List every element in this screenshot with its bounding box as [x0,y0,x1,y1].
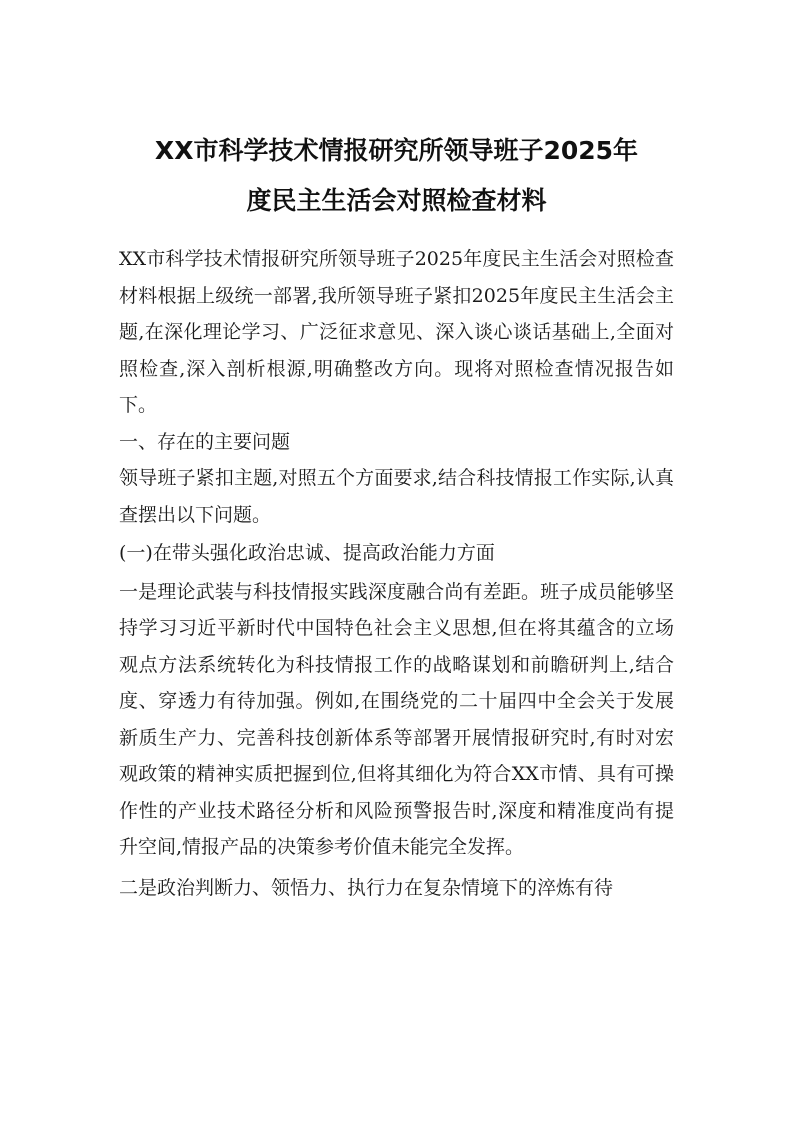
section-intro-paragraph: 领导班子紧扣主题,对照五个方面要求,结合科技情报工作实际,认真查摆出以下问题。 [119,467,674,526]
problem-two-paragraph: 二是政治判断力、领悟力、执行力在复杂情境下的淬炼有待 [119,876,614,899]
document-title [100,126,693,226]
problem-one-paragraph: 一是理论武装与科技情报实践深度融合尚有差距。班子成员能够坚持学习习近平新时代中国特色社会主义思想,但在将其蕴含的立场观点方法系统转化为科技情报工作的战略谋划和前瞻研判上,结合度、穿透力有待加强。例如,在围绕党的二十届四中全会关于发展新质生产力、完善科技创新体系等部署开展情报研究时,有时对宏观政策的精神实质把握到位,但将其细化为符合XX市情、具有可操作性的产业技术路径分析和风险预警报告时,深度和精准度尚有提升空间,情报产品的决策参考价值未能完全发挥。 [119,580,674,858]
intro-paragraph: XX市科学技术情报研究所领导班子2025年度民主生活会对照检查材料根据上级统一部署,我所领导班子紧扣2025年度民主生活会主题,在深化理论学习、广泛征求意见、深入谈心谈话基础上,全面对照检查,深入剖析根源,明确整改方向。现将对照检查情况报告如下。 [119,248,674,416]
document-body [119,241,674,906]
title-line-2: 度民主生活会对照检查材料 [246,186,547,215]
subsection-heading: (一)在带头强化政治忠诚、提高政治能力方面 [119,542,495,564]
section-heading: 一、存在的主要问题 [119,430,291,453]
title-line-1: XX市科学技术情报研究所领导班子2025年 [154,136,639,165]
